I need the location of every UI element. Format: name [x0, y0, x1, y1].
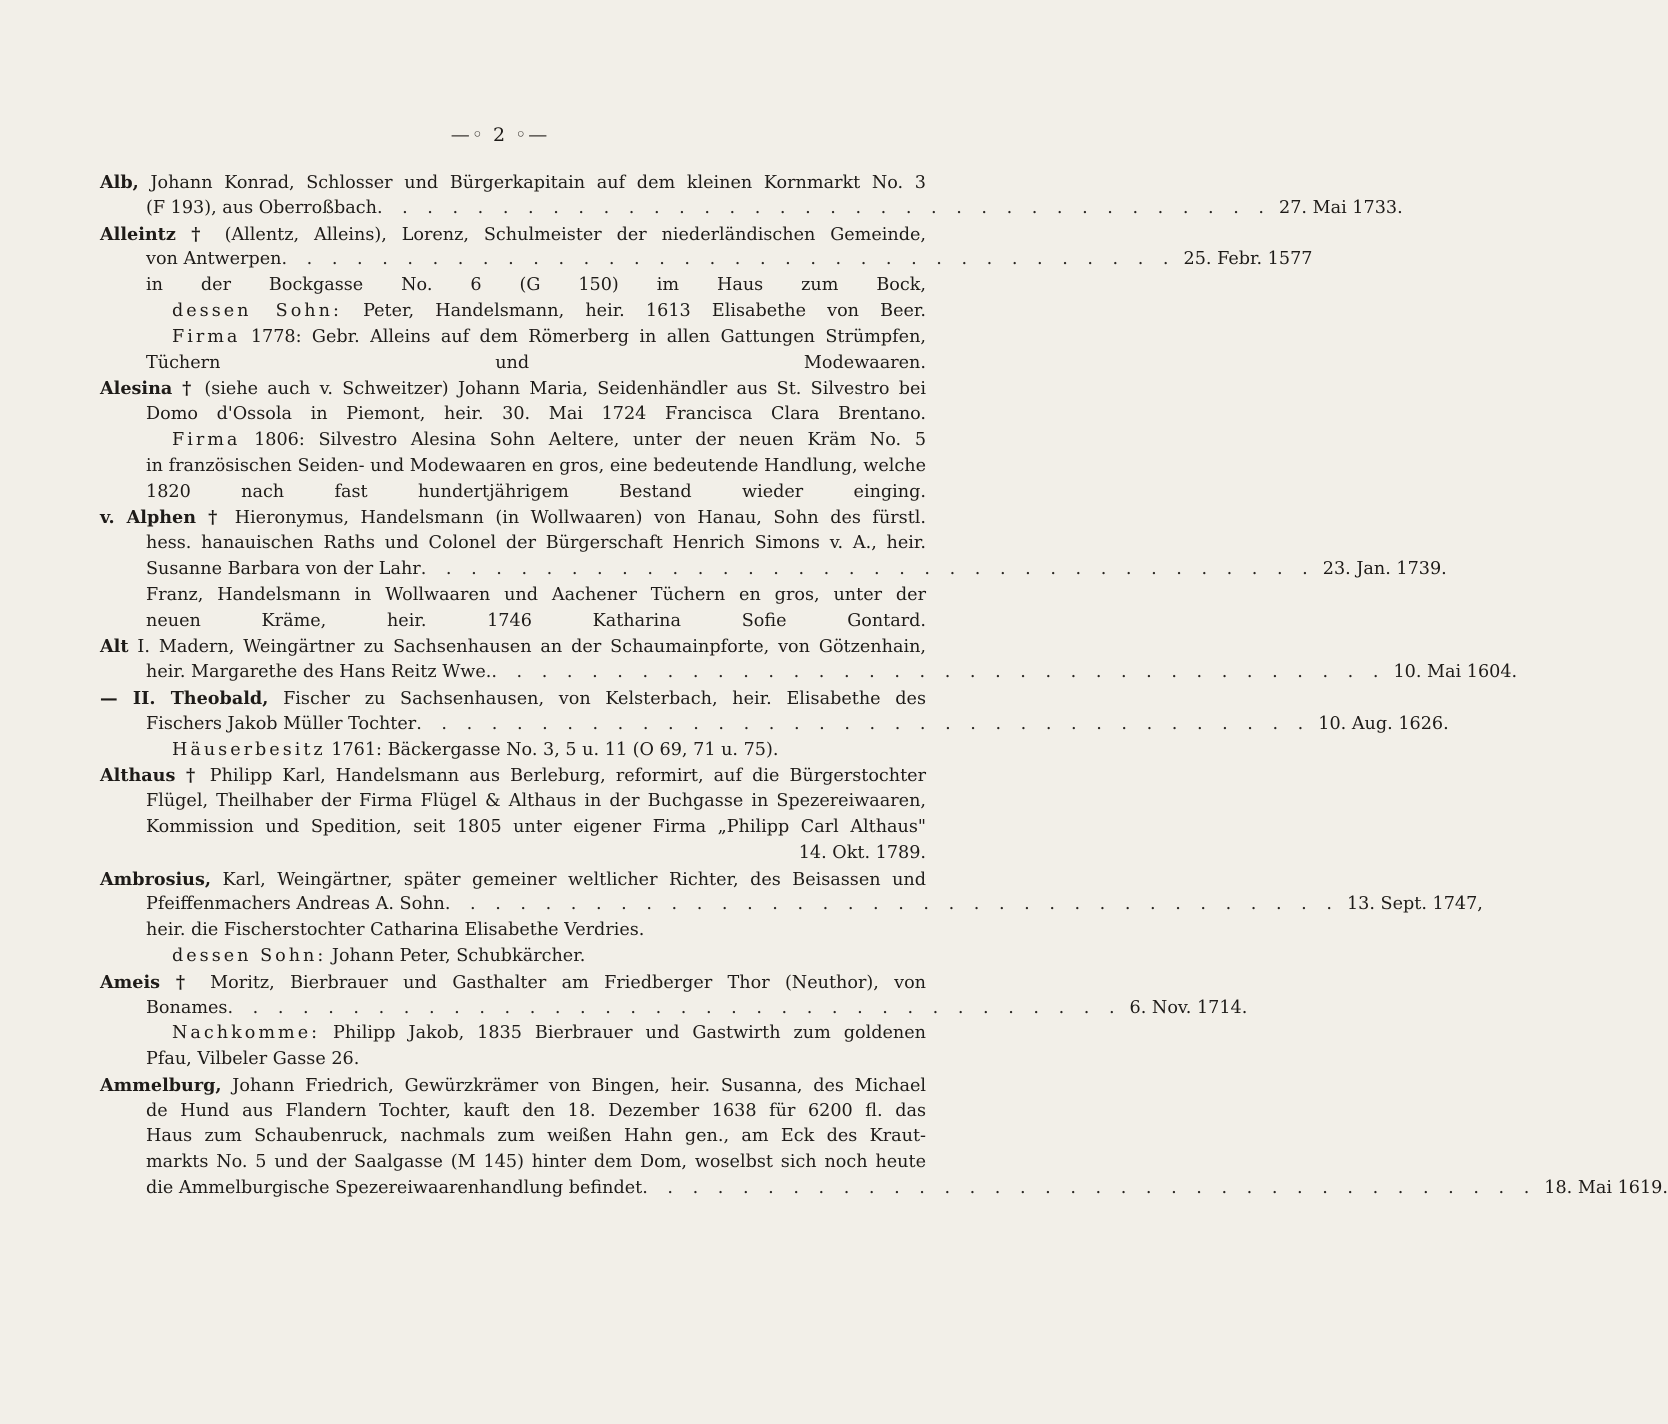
entry-text: die Ammelburgische Spezereiwaarenhandlung befindet [146, 1178, 643, 1199]
entry-line [100, 686, 926, 712]
entry-line [100, 299, 926, 325]
entry-date: 18. Mai 1619. [1544, 1178, 1668, 1199]
dot-leader: . . . . . . . . . . . . . . . . . . . . . . . . . . . . . . . . . . . . [416, 713, 1311, 734]
entry-text: Franz, Handelsmann in Wollwaaren und Aachener Tüchern en gros, unter der [146, 584, 926, 605]
entry-headword: Ambrosius, [100, 868, 211, 890]
entry-line [100, 273, 926, 299]
ornament-left: —◦ [450, 124, 485, 146]
entry-text-wrap [146, 1124, 926, 1150]
entry-text-wrap [100, 970, 926, 996]
entry-spaced-label: dessen Sohn: [172, 945, 327, 966]
entry-text: Philipp Jakob, 1835 Bierbrauer und Gastwirth zum goldenen [333, 1023, 927, 1044]
entry-text-wrap [100, 505, 926, 531]
entry-text: Pfau, Vilbeler Gasse 26. [146, 1049, 360, 1070]
entry-text-wrap [146, 1176, 642, 1202]
entry-spaced-label: Firma [172, 429, 241, 450]
entry-text-wrap [146, 1150, 926, 1176]
entry-spaced-label: Häuserbesitz [172, 739, 326, 760]
entry-text-wrap [146, 789, 926, 815]
entry-line [100, 609, 926, 635]
entry-spaced-label: Nachkomme: [172, 1023, 321, 1044]
entry-text-wrap [100, 170, 926, 196]
entry-text-wrap [146, 557, 421, 583]
entry-text: Haus zum Schaubenruck, nachmals zum weißen Hahn gen., am Eck des Kraut- [146, 1126, 926, 1147]
entry-line [100, 402, 926, 428]
entry-text: heir. die Fischerstochter Catharina Elisabethe Verdries. [146, 920, 645, 941]
ornament-right: ◦— [515, 124, 550, 146]
entry-line [100, 480, 926, 506]
entry-text: Karl, Weingärtner, später gemeiner weltlicher Richter, des Beisassen und [222, 869, 927, 890]
page-number [0, 124, 1000, 146]
entry-line [100, 222, 926, 248]
entry-text: Moritz, Bierbrauer und Gasthalter am Friedberger Thor (Neuthor), von [210, 972, 926, 993]
entry-text-wrap [146, 583, 926, 609]
entry-line [100, 1073, 926, 1099]
entry-spaced-label: dessen Sohn: [172, 300, 342, 321]
entry-text-wrap [146, 815, 926, 841]
entry-line [100, 1124, 926, 1150]
entry-text: 1778: Gebr. Alleins auf dem Römerberg in allen Gattungen Strümpfen, [250, 326, 926, 347]
entry-date: 13. Sept. 1747, [1346, 894, 1483, 915]
page-number-text: 2 [492, 124, 508, 146]
entry-text-wrap [146, 531, 926, 557]
entry-text: Susanne Barbara von der Lahr [146, 558, 421, 579]
entry-text-wrap [172, 738, 778, 764]
entry-text-wrap [100, 763, 926, 789]
entry-text-wrap [100, 376, 926, 402]
entry-text: Hieronymus, Handelsmann (in Wollwaaren) von Hanau, Sohn des fürstl. [234, 508, 926, 529]
entry-text: (siehe auch v. Schweitzer) Johann Maria, Seidenhändler aus St. Silvestro bei [204, 379, 927, 400]
entry-text-wrap [172, 1021, 926, 1047]
entry-headword: Alesina † [100, 378, 196, 400]
entry-line [100, 841, 926, 867]
entry-text-wrap [100, 686, 926, 712]
entry-headword: Ameis † [100, 971, 195, 993]
dot-leader: . . . . . . . . . . . . . . . . . . . . . . . . . . . . . . . . . . . . [281, 249, 1176, 270]
entries-list [100, 170, 1668, 1202]
entry-line [100, 944, 926, 970]
entry-text: Philipp Karl, Handelsmann aus Berleburg, reformirt, auf die Bürgerstochter [209, 766, 927, 787]
entry-date: 10. Aug. 1626. [1318, 713, 1449, 734]
entry-text-wrap [146, 196, 377, 222]
entry-headword: Ammelburg, [100, 1074, 222, 1096]
dot-leader: . . . . . . . . . . . . . . . . . . . . . . . . . . . . . . . . . . . . [491, 662, 1386, 683]
entry-line [100, 170, 926, 196]
entry-line [100, 918, 926, 944]
entry-text-wrap [146, 892, 445, 918]
entry-text: von Antwerpen [146, 249, 282, 270]
entry-text: Domo d'Ossola in Piemont, heir. 30. Mai 1724 Francisca Clara Brentano. [146, 404, 926, 425]
entry [100, 763, 926, 866]
entry-date: 6. Nov. 1714. [1129, 997, 1248, 1018]
entry-line [100, 351, 926, 377]
entry-text-wrap [146, 1047, 359, 1073]
entry-line [100, 634, 926, 660]
entry-text-wrap [146, 1099, 926, 1125]
entry-text-wrap [100, 634, 926, 660]
entry-line [100, 1021, 926, 1047]
entry [100, 376, 926, 505]
entry-headword: Althaus † [100, 765, 200, 787]
entry-line [100, 738, 926, 764]
entry-text: Tüchern und Modewaaren. [146, 352, 926, 373]
entry-text: de Hund aus Flandern Tochter, kauft den 18. Dezember 1638 für 6200 fl. das [146, 1100, 926, 1121]
entry-text-wrap [172, 428, 926, 454]
entry-line [100, 1047, 926, 1073]
entry-text: heir. Margarethe des Hans Reitz Wwe. [146, 662, 492, 683]
entry-line [100, 557, 1447, 583]
entry-text-wrap [146, 247, 281, 273]
entry-line [100, 196, 1403, 222]
entry-line [100, 428, 926, 454]
entry-line [100, 1150, 926, 1176]
entry-text: Johann Peter, Schubkärcher. [331, 945, 586, 966]
entry-headword: Alleintz † [100, 223, 210, 245]
entry-text: 1806: Silvestro Alesina Sohn Aeltere, unter der neuen Kräm No. 5 [254, 429, 927, 450]
entry [100, 505, 1447, 634]
entry-line [100, 1176, 1668, 1202]
entry-date: 14. Okt. 1789. [798, 842, 926, 863]
entry [100, 634, 1518, 763]
entry-text: neuen Kräme, heir. 1746 Katharina Sofie Gontard. [146, 610, 926, 631]
entry-headword: v. Alphen † [100, 507, 224, 529]
entry-text: Fischer zu Sachsenhausen, von Kelsterbach, heir. Elisabethe des [283, 688, 927, 709]
entry-line [100, 660, 1518, 686]
entry-line [100, 892, 1483, 918]
entry-text: Flügel, Theilhaber der Firma Flügel & Althaus in der Buchgasse in Spezereiwaaren, [146, 791, 926, 812]
entry-line [100, 376, 926, 402]
entry-text-wrap [146, 712, 416, 738]
entry-text-wrap [146, 273, 926, 299]
entry-text: Bonames [146, 997, 228, 1018]
entry [100, 970, 1248, 1073]
entry-text: (F 193), aus Oberroßbach [146, 197, 377, 218]
dot-leader: . . . . . . . . . . . . . . . . . . . . . . . . . . . . . . . . . . . . [376, 197, 1272, 218]
entry-text: (Allentz, Alleins), Lorenz, Schulmeister der niederländischen Gemeinde, [224, 224, 926, 245]
entry-text-wrap [146, 660, 491, 686]
entry-line [100, 247, 1313, 273]
entry-text-wrap [146, 480, 926, 506]
dot-leader: . . . . . . . . . . . . . . . . . . . . . . . . . . . . . . . . . . . . [642, 1178, 1537, 1199]
entry-text: in französischen Seiden- und Modewaaren en gros, eine bedeutende Handlung, welche [146, 455, 926, 476]
entry-date: 25. Febr. 1577 [1183, 249, 1313, 270]
dot-leader: . . . . . . . . . . . . . . . . . . . . . . . . . . . . . . . . . . . . [420, 558, 1315, 579]
entry-headword: Alt [100, 636, 129, 658]
entry-line [100, 454, 926, 480]
entry-line [100, 712, 1449, 738]
entry-text-wrap [172, 325, 926, 351]
entry-headword: — II. Theobald, [100, 687, 269, 709]
entry-line [100, 583, 926, 609]
entry-line [100, 1099, 926, 1125]
entry-line [100, 505, 926, 531]
entry-text: Kommission und Spedition, seit 1805 unter eigener Firma „Philipp Carl Althaus" [146, 816, 926, 837]
entry-text: Pfeiffenmachers Andreas A. Sohn [146, 894, 445, 915]
entry-date: 10. Mai 1604. [1393, 662, 1518, 683]
entry-text: markts No. 5 und der Saalgasse (M 145) hinter dem Dom, woselbst sich noch heute [146, 1152, 926, 1173]
entry-text-wrap [146, 609, 926, 635]
entry-text-wrap [172, 944, 585, 970]
entry-text-wrap [100, 867, 926, 893]
dot-leader: . . . . . . . . . . . . . . . . . . . . . . . . . . . . . . . . . . . . [227, 997, 1122, 1018]
entry-text: hess. hanauischen Raths und Colonel der Bürgerschaft Henrich Simons v. A., heir. [146, 533, 926, 554]
entry-text: 1820 nach fast hundertjährigem Bestand wieder einging. [146, 481, 926, 502]
entry-text-wrap [100, 1073, 926, 1099]
entry-text-wrap [146, 918, 644, 944]
entry [100, 170, 1403, 222]
entry-text: I. Madern, Weingärtner zu Sachsenhausen an der Schaumainpforte, von Götzenhain, [137, 637, 926, 658]
entry-text-wrap [146, 454, 926, 480]
entry-text: 1761: Bäckergasse No. 3, 5 u. 11 (O 69, 71 u. 75). [331, 739, 779, 760]
entry [100, 867, 1483, 970]
entry-text-wrap [146, 996, 227, 1022]
entry-date: 23. Jan. 1739. [1322, 558, 1447, 579]
entry-line [100, 815, 926, 841]
entry-line [100, 531, 926, 557]
entry-line [100, 325, 926, 351]
entry-line [100, 867, 926, 893]
entry-line [100, 970, 926, 996]
entry-text: Johann Konrad, Schlosser und Bürgerkapitain auf dem kleinen Kornmarkt No. 3 [150, 173, 926, 193]
entry-text: in der Bockgasse No. 6 (G 150) im Haus zum Bock, [146, 275, 926, 296]
entry-text-wrap [146, 351, 926, 377]
entry-text: Peter, Handelsmann, heir. 1613 Elisabethe von Beer. [363, 300, 926, 321]
entry-line [100, 789, 926, 815]
entry-line [100, 996, 1248, 1022]
entry-text-wrap [146, 402, 926, 428]
entry-text: Fischers Jakob Müller Tochter [146, 713, 417, 734]
entry-text-wrap [172, 299, 926, 325]
dot-leader: . . . . . . . . . . . . . . . . . . . . . . . . . . . . . . . . . . . . [444, 894, 1339, 915]
entry [100, 1073, 1668, 1202]
entry [100, 222, 1313, 377]
entry-text-wrap [100, 222, 926, 248]
entry-text: Johann Friedrich, Gewürzkrämer von Bingen, heir. Susanna, des Michael [232, 1075, 927, 1096]
entry-date: 27. Mai 1733. [1279, 197, 1403, 218]
entry-line [100, 763, 926, 789]
entry-headword: Alb, [100, 172, 139, 193]
entry-spaced-label: Firma [172, 326, 241, 347]
